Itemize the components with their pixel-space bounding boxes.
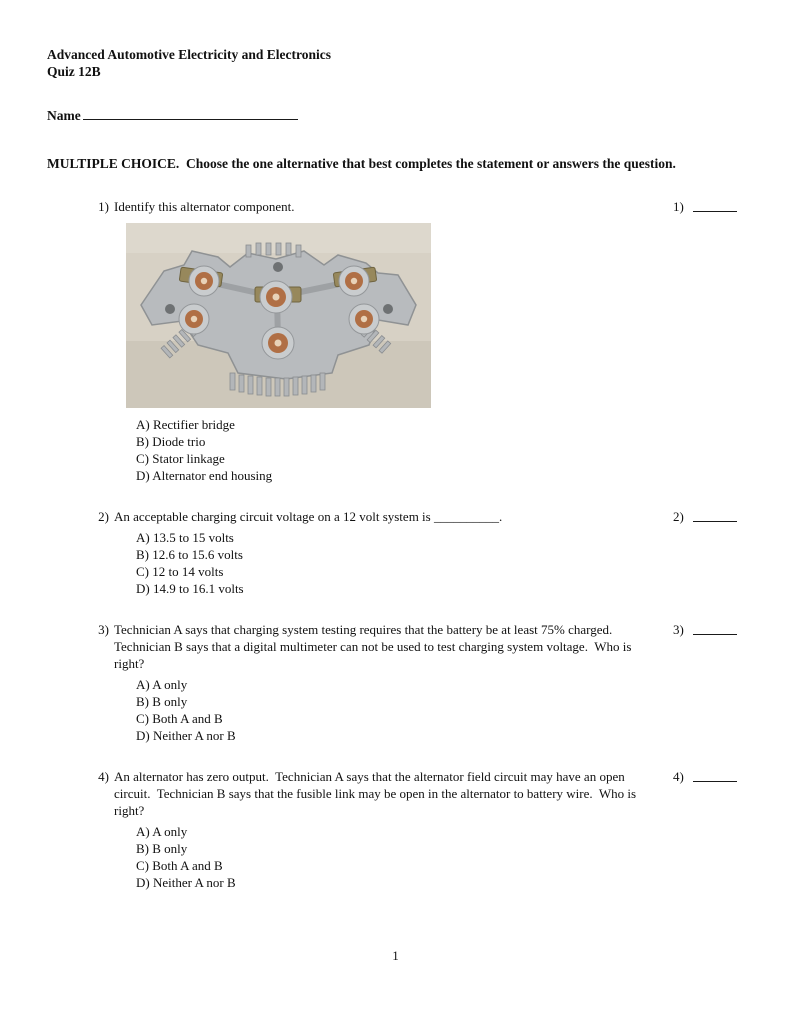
option: C) Both A and B <box>136 858 223 873</box>
options-list <box>136 416 661 484</box>
option: D) Neither A nor B <box>136 875 236 890</box>
option: A) Rectifier bridge <box>136 417 235 432</box>
question-1 <box>89 198 745 484</box>
question-3 <box>89 621 745 744</box>
option: A) A only <box>136 677 188 692</box>
option: B) B only <box>136 841 188 856</box>
question-number: 3) <box>98 622 109 637</box>
page-number: 1 <box>392 948 399 963</box>
options-list <box>136 676 661 744</box>
doc-title: Advanced Automotive Electricity and Electronics <box>47 47 331 62</box>
quiz-page <box>47 46 745 915</box>
option: C) Stator linkage <box>136 451 225 466</box>
answer-blank <box>693 768 737 782</box>
question-text: An acceptable charging circuit voltage on a 12 volt system is __________. <box>114 509 503 524</box>
answer-area <box>673 621 745 638</box>
answer-number: 1) <box>673 199 684 214</box>
option: B) B only <box>136 694 188 709</box>
option: C) 12 to 14 volts <box>136 564 224 579</box>
alternator-rectifier-photo <box>126 223 431 408</box>
name-blank <box>83 106 298 120</box>
option: C) Both A and B <box>136 711 223 726</box>
options-list <box>136 529 661 597</box>
doc-subtitle: Quiz 12B <box>47 64 101 79</box>
answer-blank <box>693 508 737 522</box>
option: D) Alternator end housing <box>136 468 273 483</box>
section-heading: MULTIPLE CHOICE. Choose the one alternative that best completes the statement or answers the question. <box>47 156 676 171</box>
question-text: Identify this alternator component. <box>114 199 295 214</box>
answer-area <box>673 768 745 785</box>
answer-number: 4) <box>673 769 684 784</box>
question-number: 2) <box>98 509 109 524</box>
question-2 <box>89 508 745 597</box>
question-text: Technician A says that charging system testing requires that the battery be at least 75% charged. Technician B says that a digital multimeter can not be used to test charging system voltage. Who is right? <box>114 622 635 671</box>
question-4 <box>89 768 745 891</box>
question-number: 4) <box>98 769 109 784</box>
answer-blank <box>693 198 737 212</box>
option: A) 13.5 to 15 volts <box>136 530 234 545</box>
document-header <box>47 46 745 80</box>
questions-list <box>89 198 745 891</box>
answer-blank <box>693 621 737 635</box>
options-list <box>136 823 661 891</box>
answer-area <box>673 198 745 215</box>
name-row <box>47 106 745 124</box>
option: B) 12.6 to 15.6 volts <box>136 547 243 562</box>
name-label: Name <box>47 108 81 123</box>
question-text: An alternator has zero output. Technician A says that the alternator field circuit may have an open circuit. Technician B says that the fusible link may be open in the alternator to battery wire. Who is right? <box>114 769 640 818</box>
option: B) Diode trio <box>136 434 206 449</box>
answer-area <box>673 508 745 525</box>
option: A) A only <box>136 824 188 839</box>
option: D) Neither A nor B <box>136 728 236 743</box>
answer-number: 3) <box>673 622 684 637</box>
answer-number: 2) <box>673 509 684 524</box>
option: D) 14.9 to 16.1 volts <box>136 581 244 596</box>
question-number: 1) <box>98 199 109 214</box>
